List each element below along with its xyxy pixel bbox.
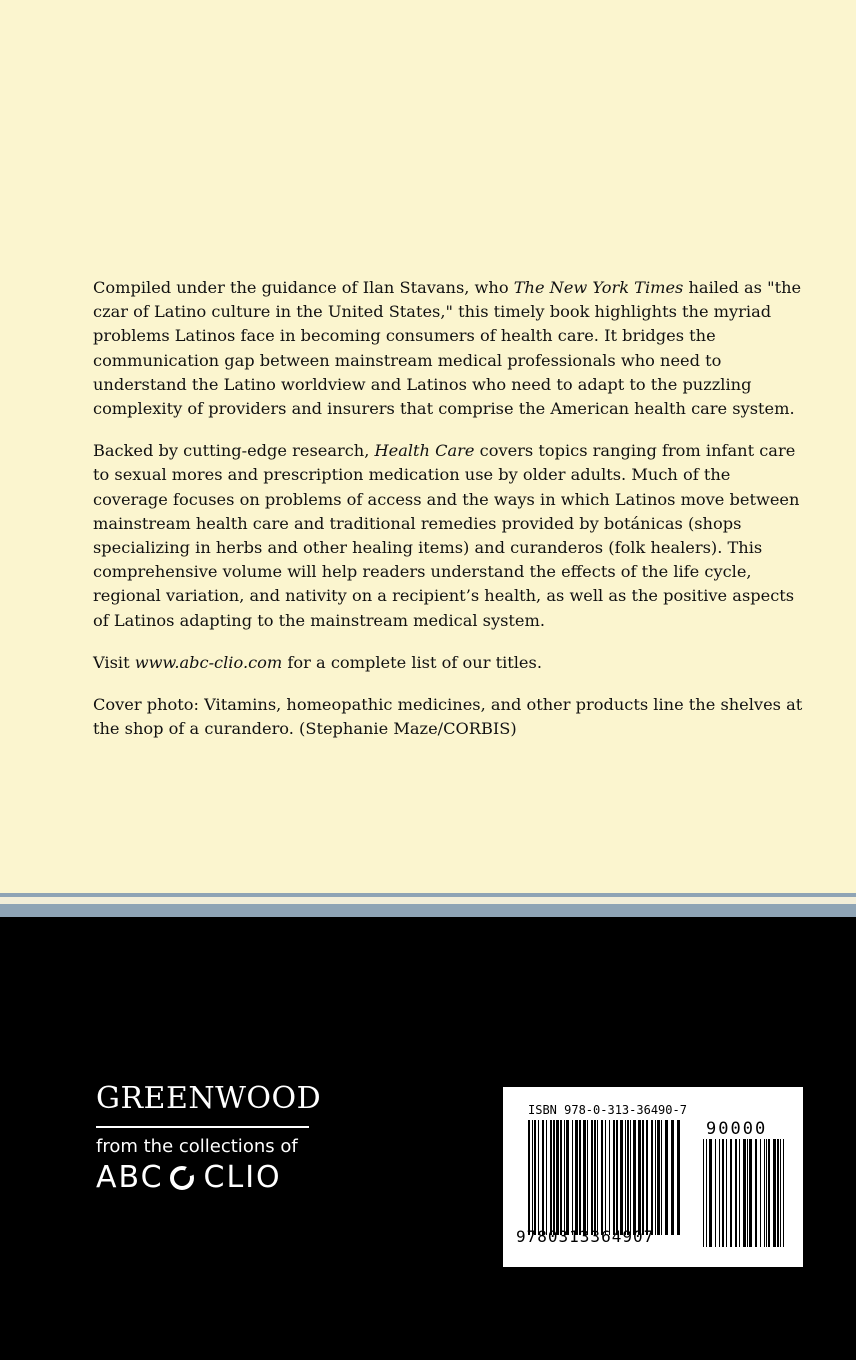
abc-text: ABC	[96, 1160, 164, 1195]
barcode-number: 9780313364907	[516, 1227, 655, 1246]
blurb-text-span: hailed as "the czar of Latino culture in the United States," this timely book highlights the myriad problems Latinos face in becoming consumers of health care. It bridges the communication gap between mainstream medical professionals who need to understand the Latino worldview and Latinos who need to adapt to the puzzling complexity of providers and insurers that comprise the American health care system.	[93, 278, 802, 419]
blurb-paragraph-1	[93, 276, 805, 421]
barcode-addon-bar	[780, 1139, 781, 1247]
barcode-bar	[528, 1120, 530, 1235]
barcode-bar	[597, 1120, 598, 1235]
barcode-addon-bar	[773, 1139, 776, 1247]
barcode-addon-bar	[755, 1139, 757, 1247]
barcode-addon-bar	[719, 1139, 720, 1247]
abc-clio-ring-icon	[170, 1166, 194, 1190]
barcode-addon-bar	[726, 1139, 727, 1247]
barcode-bar	[572, 1120, 573, 1235]
blurb-paragraph-2	[93, 439, 805, 633]
publisher-rule	[96, 1126, 309, 1128]
barcode-bar	[638, 1120, 641, 1235]
barcode-bar	[661, 1120, 662, 1235]
barcode-bar	[613, 1120, 615, 1235]
barcode-bar	[566, 1120, 569, 1235]
barcode-addon-bar	[747, 1139, 748, 1247]
barcode-bar	[594, 1120, 596, 1235]
barcode-bar	[601, 1120, 603, 1235]
barcode-addon-bar	[764, 1139, 765, 1247]
blurb-text-span: covers topics ranging from infant care to sexual mores and prescription medication use by older adults. Much of the coverage focuses on problems of access and the ways in which Latinos move between mainstream health care and traditional remedies provided by botánicas (shops specializing in herbs and other healing items) and curanderos (folk healers). This comprehensive volume will help readers understand the effects of the life cycle, regional variation, and nativity on a recipient’s health, as well as the positive aspects of Latinos adapting to the mainstream medical system.	[93, 441, 800, 630]
divider-stripe	[0, 904, 856, 917]
barcode-bar	[550, 1120, 552, 1235]
barcode-bar	[583, 1120, 586, 1235]
barcode-bar	[651, 1120, 653, 1235]
barcode-bar	[630, 1120, 631, 1235]
barcode-addon-bar	[730, 1139, 732, 1247]
book-title: Health Care	[374, 441, 475, 461]
cover-photo-credit: Cover photo: Vitamins, homeopathic medicines, and other products line the shelves at the shop of a curandero. (Stephanie Maze/CORBIS)	[93, 695, 803, 739]
barcode-addon-bar	[706, 1139, 707, 1247]
barcode-bar	[542, 1120, 544, 1235]
barcode-bar	[620, 1120, 623, 1235]
barcode-bar	[665, 1120, 668, 1235]
barcode-addon-bar	[760, 1139, 761, 1247]
barcode-bar	[625, 1120, 626, 1235]
blurb-text	[93, 276, 805, 759]
barcode-bar	[657, 1120, 660, 1235]
barcode-bar	[532, 1120, 533, 1235]
barcode-addon-bar	[703, 1139, 704, 1247]
isbn-text: ISBN 978-0-313-36490-7	[528, 1103, 687, 1117]
divider-stripe	[0, 897, 856, 904]
barcode-addon-bar	[749, 1139, 752, 1247]
barcode-bar	[560, 1120, 562, 1235]
barcode-addon-bar	[715, 1139, 716, 1247]
barcode-bar	[591, 1120, 593, 1235]
barcode-addon-bar	[709, 1139, 712, 1247]
barcode-bar	[556, 1120, 559, 1235]
barcode-bar	[655, 1120, 656, 1235]
barcode-bar	[564, 1120, 565, 1235]
barcode-bar	[633, 1120, 636, 1235]
website-link[interactable]: www.abc-clio.com	[134, 652, 283, 672]
blurb-text-span: Compiled under the guidance of Ilan Stavans, who	[93, 278, 514, 297]
barcode-bar	[609, 1120, 610, 1235]
barcode-addon-bar	[768, 1139, 770, 1247]
barcode-bar	[642, 1120, 644, 1235]
barcode-bar	[579, 1120, 581, 1235]
barcode-bar	[534, 1120, 536, 1235]
barcode-bar	[546, 1120, 547, 1235]
blurb-paragraph-3	[93, 651, 805, 675]
barcode-bar	[616, 1120, 618, 1235]
barcode-bar	[605, 1120, 606, 1235]
barcode-box	[503, 1087, 803, 1267]
barcode-addon-bar	[735, 1139, 737, 1247]
barcode-bar	[671, 1120, 674, 1235]
barcode-bar	[587, 1120, 588, 1235]
barcode-bar	[627, 1120, 629, 1235]
barcode-bar	[538, 1120, 539, 1235]
barcode-addon-bar	[766, 1139, 767, 1247]
nyt-title: The New York Times	[513, 278, 684, 297]
barcode-bar	[677, 1120, 680, 1235]
barcode-bar	[553, 1120, 555, 1235]
publisher-name: GREENWOOD	[96, 1081, 322, 1116]
barcode-addon-bar	[783, 1139, 784, 1247]
barcode-addon-bar	[777, 1139, 779, 1247]
abc-clio-logo	[96, 1160, 321, 1196]
publisher-logo	[96, 1082, 321, 1196]
barcode-bar	[575, 1120, 578, 1235]
barcode-addon-bar	[743, 1139, 746, 1247]
clio-text: CLIO	[203, 1160, 282, 1195]
blurb-text-span: Backed by cutting-edge research,	[93, 441, 375, 461]
barcode-addon-bar	[739, 1139, 740, 1247]
blurb-text-span: for a complete list of our titles.	[282, 652, 542, 672]
barcode-addon-bar	[722, 1139, 724, 1247]
barcode-addon-number: 90000	[706, 1119, 768, 1139]
publisher-from-text: from the collections of	[96, 1136, 298, 1157]
barcode-bar	[646, 1120, 648, 1235]
blurb-text-span: Visit	[93, 652, 135, 672]
